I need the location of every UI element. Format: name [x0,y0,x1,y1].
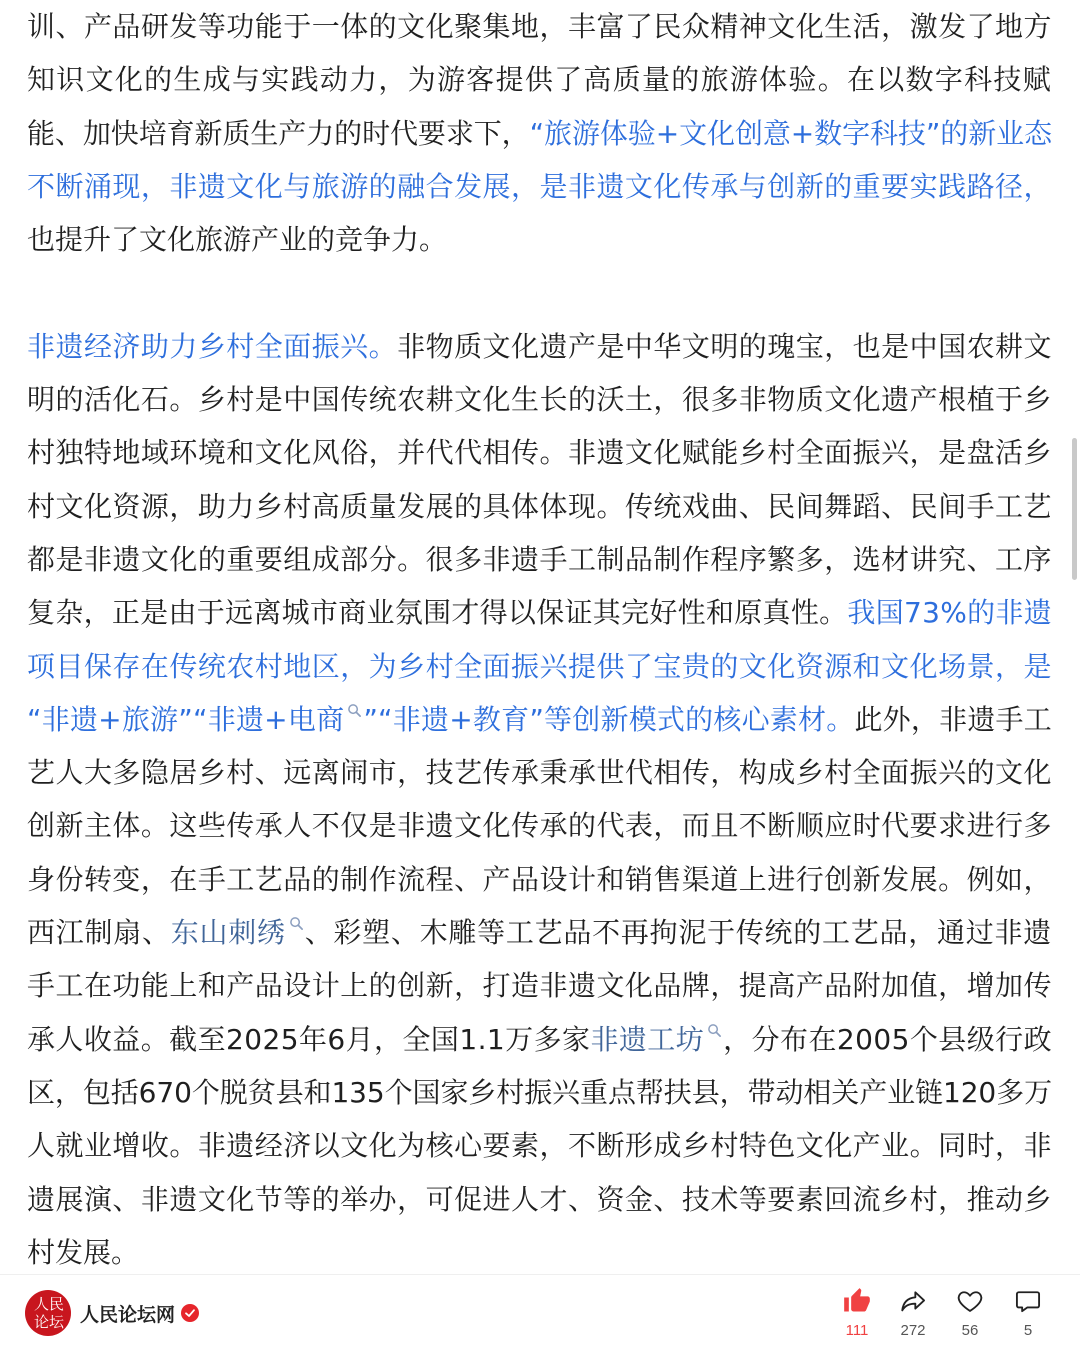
favorite-count: 56 [961,1322,979,1339]
author[interactable] [80,1275,199,1348]
share-count: 272 [900,1322,926,1339]
comment-icon [1014,1287,1042,1315]
scrollbar[interactable] [1072,438,1077,580]
text-line [27,533,1052,586]
text-line [27,1066,1052,1119]
body-text: 村独特地域环境和文化风俗，并代代相传。非遗文化赋能乡村全面振兴，是盘活乡 [27,436,1052,470]
highlighted-text: 不断涌现，非遗文化与旅游的融合发展，是非遗文化传承与创新的重要实践路径， [27,169,1052,203]
text-line [27,1119,1052,1172]
body-text: 村文化资源，助力乡村高质量发展的具体体现。传统戏曲、民间舞蹈、民间手工艺 [27,489,1052,523]
search-link-label[interactable]: 电商 [287,702,345,736]
search-link-dongshan-embroidery[interactable] [171,916,305,949]
text-line [27,959,1052,1012]
heart-icon [956,1287,984,1315]
text-line [27,1013,1052,1066]
avatar-logo-text: 人民论坛 [33,1295,64,1331]
highlighted-text [27,703,854,736]
text-line [27,213,1052,266]
paragraph [27,0,1052,266]
body-text: ，分布在2005个县级行政 [723,1022,1052,1056]
highlighted-text: 我国73%的非遗 [847,596,1052,630]
search-link-e-commerce[interactable] [288,703,363,736]
body-text: 承人收益。截至2025年6月，全国1.1万多家 [27,1022,591,1056]
body-text: 村发展。 [27,1235,140,1269]
like-button[interactable] [829,1275,885,1348]
thumbs-up-icon [843,1287,871,1315]
highlighted-text-part: ”“非遗+教育”等创新模式的核心素材。 [363,702,855,736]
text-line [27,53,1052,106]
highlighted-text: 非遗经济助力乡村全面振兴。 [27,329,398,363]
body-text: 手工在功能上和产品设计上的创新，打造非遗文化品牌，提高产品附加值，增加传 [27,969,1052,1003]
body-text: 训、产品研发等功能于一体的文化聚集地，丰富了民众精神文化生活，激发了地方 [27,10,1052,43]
search-icon[interactable] [289,916,304,931]
body-text: 非物质文化遗产是中华文明的瑰宝，也是中国农耕文 [397,329,1052,363]
search-icon[interactable] [707,1023,722,1038]
body-text: 也提升了文化旅游产业的竞争力。 [27,223,448,257]
highlighted-text: 项目保存在传统农村地区，为乡村全面振兴提供了宝贵的文化资源和文化场景，是 [27,649,1052,683]
article-body [27,0,1052,1279]
body-text: 人就业增收。非遗经济以文化为核心要素，不断形成乡村特色文化产业。同时，非 [27,1129,1052,1163]
search-link-label[interactable]: 东山刺绣 [170,916,286,950]
body-text: 明的活化石。乡村是中国传统农耕文化生长的沃土，很多非物质文化遗产根植于乡 [27,383,1052,417]
body-text: 、彩塑、木雕等工艺品不再拘泥于传统的工艺品，通过非遗 [304,916,1052,950]
body-text: 知识文化的生成与实践动力，为游客提供了高质量的旅游体验。在以数字科技赋 [27,63,1052,97]
text-line [27,426,1052,479]
search-link-heritage-workshop[interactable] [590,1023,723,1056]
share-button[interactable] [885,1275,941,1348]
bottom-action-bar [0,1274,1080,1348]
favorite-button[interactable] [942,1275,998,1348]
text-line [27,640,1052,693]
text-line [27,480,1052,533]
body-text: 创新主体。这些传承人不仅是非遗文化传承的代表，而且不断顺应时代要求进行多 [27,809,1052,843]
text-line [27,160,1052,213]
search-link-label[interactable]: 非遗工坊 [590,1022,705,1056]
text-line [27,853,1052,906]
text-line [27,693,1052,746]
text-line [27,906,1052,959]
highlighted-text-part: “非遗+旅游”“非遗+ [27,702,288,736]
comment-count: 5 [1023,1322,1033,1339]
text-line [27,107,1052,160]
body-text: 西江制扇、 [27,916,171,950]
body-text: 艺人大多隐居乡村、远离闹市，技艺传承秉承世代相传，构成乡村全面振兴的文化 [27,756,1052,790]
body-text: 能、加快培育新质生产力的时代要求下， [27,116,530,150]
like-count: 111 [845,1322,869,1339]
text-line [27,373,1052,426]
author-name[interactable]: 人民论坛网 [80,1303,176,1326]
text-line [27,799,1052,852]
avatar[interactable] [25,1290,71,1336]
body-text: 身份转变，在手工艺品的制作流程、产品设计和销售渠道上进行创新发展。例如， [27,862,1052,896]
body-text: 区，包括670个脱贫县和135个国家乡村振兴重点帮扶县，带动相关产业链120多万 [27,1075,1052,1109]
search-icon[interactable] [347,703,362,718]
text-line [27,746,1052,799]
text-line [27,1226,1052,1279]
highlighted-text: “旅游体验+文化创意+数字科技”的新业态 [529,116,1052,150]
share-icon [899,1287,927,1315]
body-text: 都是非遗文化的重要组成部分。很多非遗手工制品制作程序繁多，选材讲究、工序 [27,542,1052,576]
text-line [27,1173,1052,1226]
verified-icon [181,1304,199,1322]
text-line [27,586,1052,639]
text-line [27,0,1052,53]
body-text: 此外，非遗手工 [854,702,1052,736]
comment-button[interactable] [1000,1275,1056,1348]
body-text: 复杂，正是由于远离城市商业氛围才得以保证其完好性和原真性。 [27,596,848,630]
body-text: 遗展演、非遗文化节等的举办，可促进人才、资金、技术等要素回流乡村，推动乡 [27,1182,1052,1216]
paragraph [27,320,1052,1279]
text-line [27,320,1052,373]
